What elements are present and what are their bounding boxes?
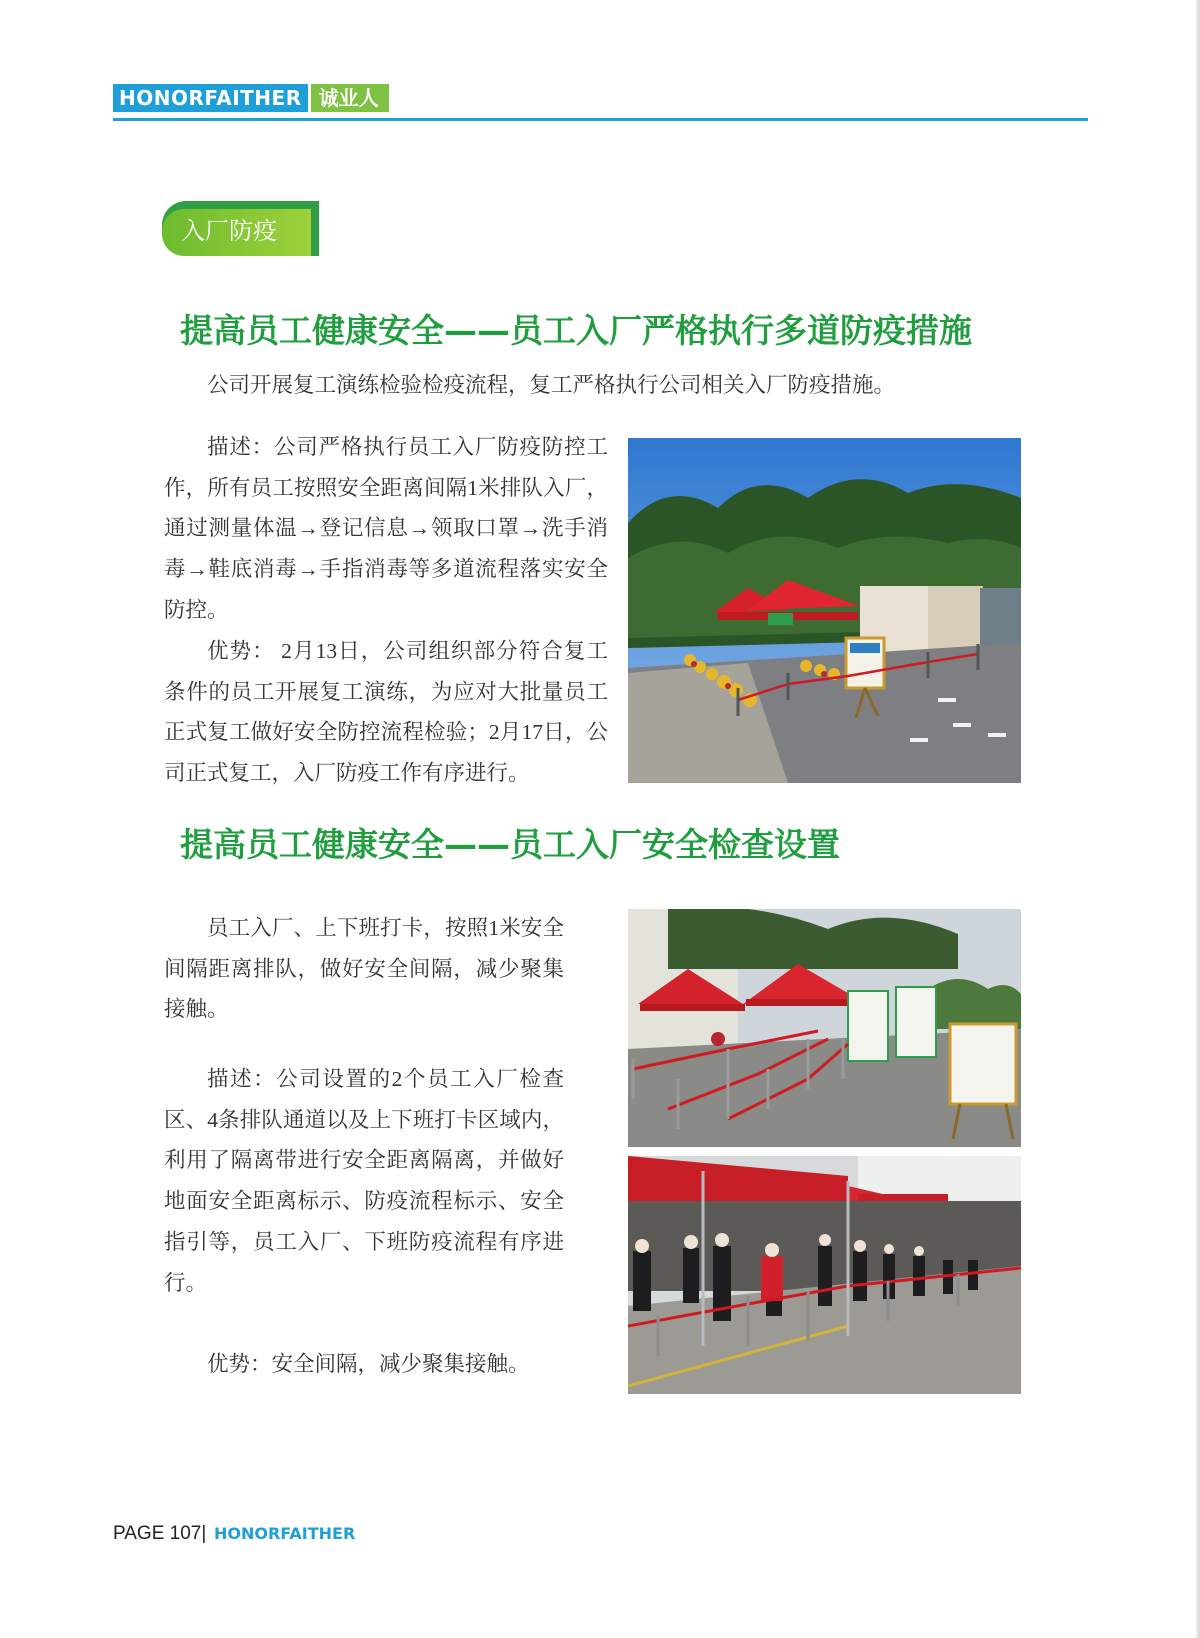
article2-advantage: 优势：安全间隔，减少聚集接触。 [207, 1352, 530, 1376]
section-tab [162, 201, 319, 256]
article2-title: 提高员工健康安全——员工入厂安全检查设置 [180, 825, 840, 864]
article1-intro: 公司开展复工演练检验检疫流程，复工严格执行公司相关入厂防疫措施。 [207, 373, 896, 397]
article1-title: 提高员工健康安全——员工入厂严格执行多道防疫措施 [180, 311, 972, 350]
photo-check-area-queue-lanes [628, 909, 1021, 1147]
page-number: PAGE 107| [113, 1523, 207, 1544]
page-edge-shadow [1196, 0, 1200, 1638]
header-brand [113, 84, 389, 112]
photo-entrance-checkpoint [628, 438, 1021, 783]
article2-description: 描述：公司设置的2个员工入厂检查区、4条排队通道以及上下班打卡区域内，利用了隔离带进行安全距离隔离，并做好地面安全距离标示、防疫流程标示、安全指引等，员工入厂、下班防疫流程有序进行。 [164, 1067, 564, 1295]
header-rule [113, 118, 1088, 121]
article1-advantage: 优势： 2月13日，公司组织部分符合复工条件的员工开展复工演练，为应对大批量员工正式复工做好安全防控流程检验；2月17日，公司正式复工，入厂防疫工作有序进行。 [164, 639, 608, 786]
photo-employees-queueing [628, 1156, 1021, 1394]
brand-english: HONORFAITHER [113, 84, 308, 112]
footer-brand: HONORFAITHER [214, 1524, 356, 1543]
article1-description: 描述：公司严格执行员工入厂防疫防控工作，所有员工按照安全距离间隔1米排队入厂，通过测量体温→登记信息→领取口罩→洗手消毒→鞋底消毒→手指消毒等多道流程落实安全防控。 [164, 435, 608, 622]
section-tab-label: 入厂防疫 [162, 209, 311, 256]
article2-intro: 员工入厂、上下班打卡，按照1米安全间隔距离排队，做好安全间隔，减少聚集接触。 [164, 916, 564, 1022]
brand-chinese: 诚业人 [311, 84, 389, 112]
